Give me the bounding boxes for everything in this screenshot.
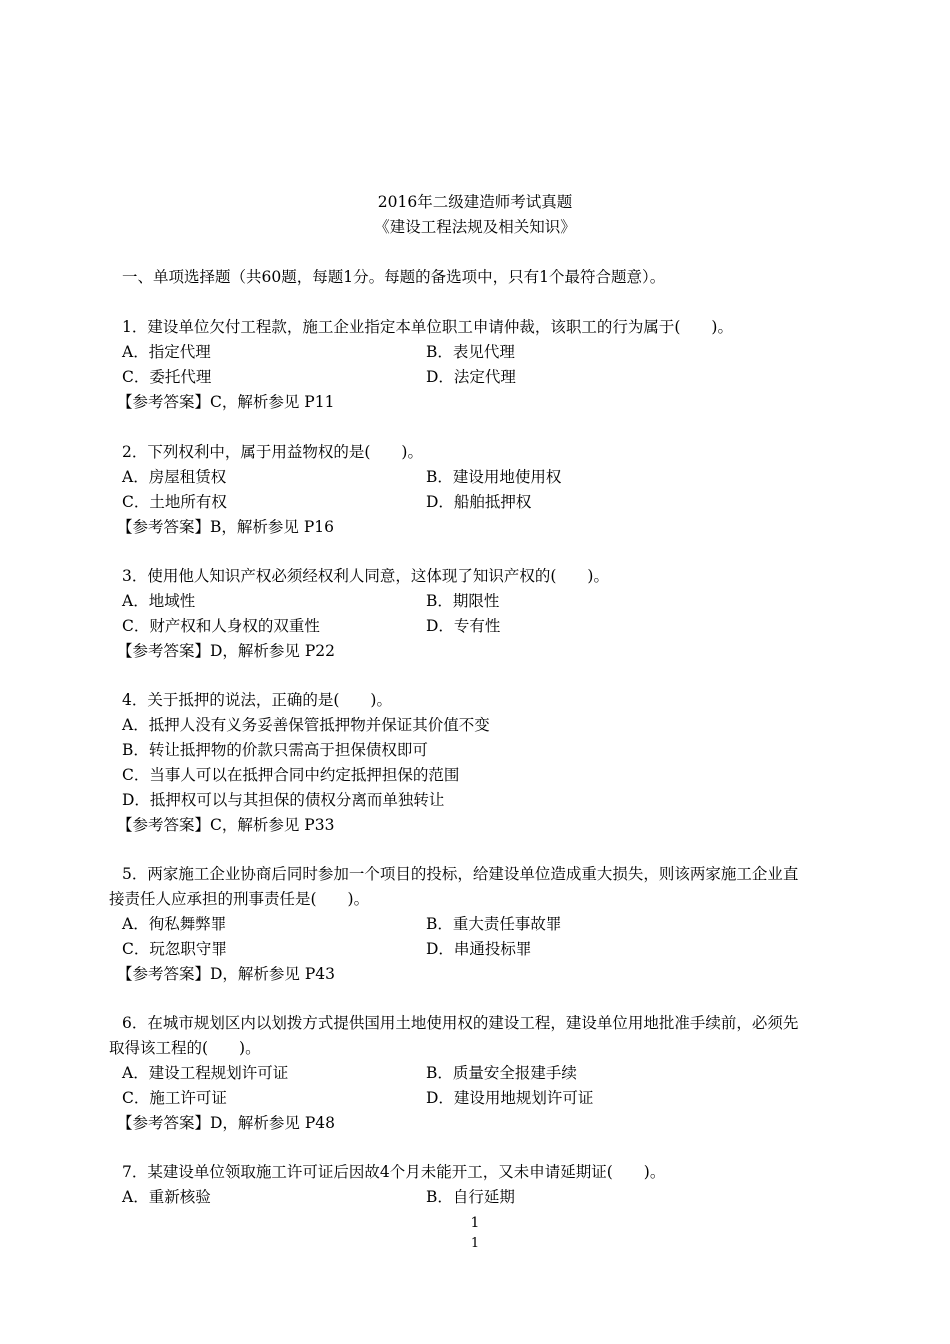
question-4-option-b: B．转让抵押物的价款只需高于担保债权即可: [122, 741, 428, 759]
question-1-option-b: B．表见代理: [426, 343, 515, 361]
question-3-option-b: B．期限性: [426, 592, 500, 610]
question-4-option-c: C．当事人可以在抵押合同中约定抵押担保的范围: [122, 766, 460, 784]
question-4-option-d: D．抵押权可以与其担保的债权分离而单独转让: [122, 791, 445, 809]
question-5-option-b: B．重大责任事故罪: [426, 915, 562, 933]
question-5-option-c: C．玩忽职守罪: [122, 940, 227, 958]
section-heading: 一、单项选择题（共60题，每题1分。每题的备选项中，只有1个最符合题意）。: [122, 268, 666, 286]
question-5-answer: 【参考答案】D，解析参见 P43: [117, 965, 336, 983]
document-title: 2016年二级建造师考试真题: [377, 193, 573, 211]
question-6-option-d: D．建设用地规划许可证: [426, 1089, 594, 1107]
question-6-answer: 【参考答案】D，解析参见 P48: [117, 1114, 336, 1132]
question-2-option-d: D．船舶抵押权: [426, 493, 532, 511]
question-7-option-a: A．重新核验: [122, 1188, 211, 1206]
question-1-stem: 1．建设单位欠付工程款，施工企业指定本单位职工申请仲裁，该职工的行为属于( )。: [122, 318, 733, 336]
question-4-stem: 4．关于抵押的说法，正确的是( )。: [122, 691, 392, 709]
question-5-stem-line-2: 接责任人应承担的刑事责任是( )。: [109, 890, 370, 908]
question-6-option-a: A．建设工程规划许可证: [122, 1064, 289, 1082]
question-2-option-c: C．土地所有权: [122, 493, 227, 511]
question-5-option-d: D．串通投标罪: [426, 940, 532, 958]
question-5-stem-line-1: 5．两家施工企业协商后同时参加一个项目的投标，给建设单位造成重大损失，则该两家施工企业直: [122, 865, 799, 883]
question-1-option-c: C．委托代理: [122, 368, 212, 386]
question-1-option-a: A．指定代理: [122, 343, 211, 361]
question-1-option-d: D．法定代理: [426, 368, 516, 386]
question-1-answer: 【参考答案】C，解析参见 P11: [117, 393, 335, 411]
document-subtitle: 《建设工程法规及相关知识》: [374, 218, 576, 236]
question-2-stem: 2．下列权利中，属于用益物权的是( )。: [122, 443, 423, 461]
question-6-option-b: B．质量安全报建手续: [426, 1064, 577, 1082]
question-4-answer: 【参考答案】C，解析参见 P33: [117, 816, 335, 834]
question-2-option-b: B．建设用地使用权: [426, 468, 562, 486]
question-6-option-c: C．施工许可证: [122, 1089, 227, 1107]
question-2-answer: 【参考答案】B，解析参见 P16: [117, 518, 334, 536]
question-5-option-a: A．徇私舞弊罪: [122, 915, 227, 933]
question-3-stem: 3．使用他人知识产权必须经权利人同意，这体现了知识产权的( )。: [122, 567, 609, 585]
question-3-answer: 【参考答案】D，解析参见 P22: [117, 642, 336, 660]
question-3-option-d: D．专有性: [426, 617, 501, 635]
question-2-option-a: A．房屋租赁权: [122, 468, 227, 486]
footer-mark: 1: [470, 1215, 480, 1231]
question-7-option-b: B．自行延期: [426, 1188, 515, 1206]
question-3-option-c: C．财产权和人身权的双重性: [122, 617, 320, 635]
question-3-option-a: A．地域性: [122, 592, 196, 610]
question-7-stem: 7．某建设单位领取施工许可证后因故4个月未能开工，又未申请延期证( )。: [122, 1163, 666, 1181]
question-4-option-a: A．抵押人没有义务妥善保管抵押物并保证其价值不变: [122, 716, 490, 734]
question-6-stem-line-2: 取得该工程的( )。: [109, 1039, 261, 1057]
question-6-stem-line-1: 6．在城市规划区内以划拨方式提供国用土地使用权的建设工程，建设单位用地批准手续前，必须先: [122, 1014, 799, 1032]
page-number: 1: [470, 1236, 480, 1251]
